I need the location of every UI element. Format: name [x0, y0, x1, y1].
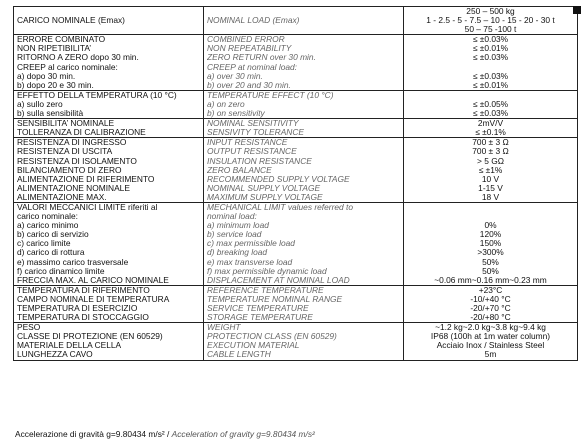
footnote-en: Acceleration of gravity g=9.80434 m/s²	[171, 429, 315, 439]
english-label: e) max transverse load	[207, 257, 293, 267]
italian-label: ALIMENTAZIONE DI RIFERIMENTO	[17, 174, 155, 184]
spec-value: >300%	[477, 248, 504, 258]
spec-section	[14, 90, 578, 118]
spec-value: ≤ ±0.01%	[472, 80, 509, 90]
english-label: b) over 20 and 30 min.	[207, 80, 291, 90]
english-label: WEIGHT	[207, 323, 241, 333]
spec-value: ≤ ±0.1%	[475, 128, 506, 138]
footnote-separator: /	[164, 429, 172, 439]
english-label: INSULATION RESISTANCE	[207, 156, 312, 166]
variant-value: ~9.4 kg	[518, 323, 546, 333]
spec-value: 10 V	[481, 174, 500, 184]
italian-label: TOLLERANZA DI CALIBRAZIONE	[17, 128, 146, 138]
italian-label: PESO	[17, 323, 41, 333]
value-cell	[404, 119, 578, 138]
english-label-cell	[204, 35, 404, 91]
italian-label: e) massimo carico trasversale	[17, 257, 129, 267]
italian-label: NON RIPETIBILITA’	[17, 44, 92, 54]
spec-value: 0%	[484, 221, 497, 231]
spec-value: 700 ± 3 Ω	[472, 147, 509, 157]
spec-value: ≤ ±0.05%	[472, 99, 509, 109]
spec-section	[14, 7, 578, 35]
english-label: b) service load	[207, 230, 262, 240]
spec-value	[407, 91, 574, 100]
italian-label: CAMPO NOMINALE DI TEMPERATURA	[17, 294, 170, 304]
italian-label: b) sulla sensibilità	[17, 109, 84, 119]
spec-value: 18 V	[481, 192, 500, 202]
english-label-cell	[204, 285, 404, 322]
english-label-cell	[204, 119, 404, 138]
spec-section	[14, 119, 578, 138]
english-label: d) breaking load	[207, 248, 268, 258]
spec-value: > 5 GΩ	[477, 156, 504, 166]
english-label-cell	[204, 202, 404, 285]
english-label: NOMINAL SUPPLY VOLTAGE	[207, 183, 321, 193]
italian-label: d) carico di rottura	[17, 248, 85, 258]
english-label-cell	[204, 138, 404, 203]
english-label: b) on sensitivity	[207, 109, 265, 119]
spec-value: 5m	[484, 350, 497, 360]
variant-value: ~0.16 mm	[471, 275, 510, 285]
value-cell	[404, 35, 578, 91]
english-label: ZERO BALANCE	[207, 165, 272, 175]
english-label: SERVICE TEMPERATURE	[207, 304, 309, 313]
italian-label: RITORNO A ZERO dopo 30 min.	[17, 53, 139, 63]
spec-sheet	[13, 6, 577, 361]
multi-value-row	[407, 276, 574, 285]
italian-label-cell	[14, 90, 204, 118]
spec-value: ≤ ±1%	[478, 165, 503, 175]
spec-value: 50%	[482, 257, 499, 267]
italian-label: ALIMENTAZIONE MAX.	[17, 192, 107, 202]
english-label: a) minimum load	[207, 221, 269, 231]
spec-section	[14, 202, 578, 285]
variant-value: ~1.2 kg	[435, 323, 463, 333]
spec-table	[13, 6, 578, 361]
value-cell	[404, 202, 578, 285]
english-label: COMBINED ERROR	[207, 35, 285, 45]
corner-mark	[573, 6, 581, 14]
italian-label-cell	[14, 285, 204, 322]
value-cell	[404, 323, 578, 360]
spec-value: IP68 (100h at 1m water column)	[430, 332, 551, 342]
italian-label: ERRORE COMBINATO	[17, 35, 106, 45]
italian-label: b) carico di servizio	[17, 230, 89, 240]
spec-section	[14, 35, 578, 91]
value-cell	[404, 90, 578, 118]
variant-value: ~2.0 kg	[462, 323, 491, 333]
italian-label-cell	[14, 7, 204, 35]
spec-value: 150%	[479, 239, 502, 249]
italian-label-cell	[14, 138, 204, 203]
english-label: NON REPEATABILITY	[207, 44, 292, 54]
italian-label: CARICO NOMINALE (Emax)	[17, 16, 125, 26]
spec-value: 50 – 75 -100 t	[464, 25, 517, 35]
italian-label: c) carico limite	[17, 239, 71, 249]
italian-label: CLASSE DI PROTEZIONE (EN 60529)	[17, 332, 163, 342]
spec-value: 1-15 V	[478, 183, 503, 193]
english-label-cell	[204, 323, 404, 360]
italian-label: EFFETTO DELLA TEMPERATURA (10 °C)	[17, 90, 177, 100]
english-label: nominal load:	[207, 212, 257, 222]
english-label: a) over 30 min.	[207, 71, 263, 81]
italian-label: RESISTENZA DI ISOLAMENTO	[17, 156, 137, 166]
italian-label: f) carico dinamico limite	[17, 266, 105, 276]
italian-label: a) carico minimo	[17, 221, 79, 231]
spec-value: -10/+40 °C	[470, 294, 511, 304]
english-label: SENSIVITY TOLERANCE	[207, 128, 304, 138]
value-cell	[404, 7, 578, 35]
spec-value: 1 - 2.5 - 5 - 7.5 – 10 - 15 - 20 - 30 t	[426, 16, 555, 26]
spec-value: Acciaio Inox / Stainless Steel	[436, 341, 545, 351]
value-cell	[404, 285, 578, 322]
english-label: a) on zero	[207, 99, 245, 109]
italian-label: MATERIALE DELLA CELLA	[17, 341, 122, 351]
italian-label: RESISTENZA DI USCITA	[17, 147, 113, 157]
english-label: MECHANICAL LIMIT values referred to	[207, 202, 353, 212]
spec-value: 2mV/V	[477, 119, 504, 129]
english-label: CABLE LENGTH	[207, 350, 271, 360]
spec-value: ≤ ±0.03%	[472, 35, 509, 45]
multi-value-row	[407, 323, 574, 332]
english-label: STORAGE TEMPERATURE	[207, 313, 313, 323]
variant-value: ~0.06 mm	[434, 275, 472, 285]
spec-value: 250 – 500 kg	[466, 7, 515, 16]
italian-label: ALIMENTAZIONE NOMINALE	[17, 183, 130, 193]
italian-label: TEMPERATURA DI ESERCIZIO	[17, 304, 138, 313]
variant-value: ~3.8 kg	[490, 323, 519, 333]
spec-value: 50%	[482, 266, 499, 276]
english-label-cell	[204, 7, 404, 35]
spec-value	[407, 203, 574, 212]
italian-label: b) dopo 20 e 30 min.	[17, 80, 94, 90]
spec-section	[14, 323, 578, 360]
english-label-cell	[204, 90, 404, 118]
spec-value: ≤ ±0.01%	[472, 44, 509, 54]
english-label: CREEP at nominal load:	[207, 62, 297, 72]
english-label: PROTECTION CLASS (EN 60529)	[207, 332, 337, 342]
italian-label: RESISTENZA DI INGRESSO	[17, 138, 127, 148]
english-label: DISPLACEMENT AT NOMINAL LOAD	[207, 275, 350, 285]
italian-label: carico nominale:	[17, 212, 78, 222]
spec-section	[14, 285, 578, 322]
spec-value: ≤ ±0.03%	[472, 53, 509, 63]
italian-label: TEMPERATURA DI RIFERIMENTO	[17, 285, 150, 295]
italian-label-cell	[14, 202, 204, 285]
spec-value	[407, 63, 574, 72]
english-label: MAXIMUM SUPPLY VOLTAGE	[207, 192, 323, 202]
variant-value: ~0.23 mm	[509, 275, 547, 285]
english-label: REFERENCE TEMPERATURE	[207, 285, 324, 295]
italian-label: FRECCIA MAX. AL CARICO NOMINALE	[17, 275, 169, 285]
italian-label: CREEP al carico nominale:	[17, 62, 118, 72]
english-label: c) max permissible load	[207, 239, 295, 249]
gravity-footnote	[15, 429, 315, 439]
italian-label-cell	[14, 35, 204, 91]
english-label: NOMINAL SENSITIVITY	[207, 119, 299, 129]
italian-label-cell	[14, 119, 204, 138]
english-label: RECOMMENDED SUPPLY VOLTAGE	[207, 174, 350, 184]
italian-label: VALORI MECCANICI LIMITE riferiti al	[17, 202, 158, 212]
spec-section	[14, 138, 578, 203]
spec-value: 120%	[479, 230, 502, 240]
italian-label: a) dopo 30 min.	[17, 71, 76, 81]
english-label: TEMPERATURE EFFECT (10 °C)	[207, 90, 334, 100]
english-label: INPUT RESISTANCE	[207, 138, 288, 148]
spec-value: ≤ ±0.03%	[472, 109, 509, 119]
english-label: ZERO RETURN over 30 min.	[207, 53, 316, 63]
italian-label: SENSIBILITA’ NOMINALE	[17, 119, 115, 129]
italian-label: BILANCIAMENTO DI ZERO	[17, 165, 122, 175]
footnote-it: Accelerazione di gravità g=9.80434 m/s²	[15, 429, 165, 439]
english-label: NOMINAL LOAD (Emax)	[207, 16, 300, 26]
value-cell	[404, 138, 578, 203]
spec-value: 700 ± 3 Ω	[472, 138, 509, 148]
italian-label: TEMPERATURA DI STOCCAGGIO	[17, 313, 149, 323]
italian-label-cell	[14, 323, 204, 360]
english-label: TEMPERATURE NOMINAL RANGE	[207, 294, 343, 304]
spec-value: -20/+70 °C	[470, 304, 511, 313]
italian-label: a) sullo zero	[17, 99, 63, 109]
english-label: EXECUTION MATERIAL	[207, 341, 300, 351]
spec-value: ≤ ±0.03%	[472, 71, 509, 81]
italian-label: LUNGHEZZA CAVO	[17, 350, 93, 360]
spec-value: +23°C	[478, 285, 503, 295]
spec-value: -20/+80 °C	[470, 313, 511, 323]
english-label: OUTPUT RESISTANCE	[207, 147, 297, 157]
spec-value	[407, 212, 574, 221]
english-label: f) max permissible dynamic load	[207, 266, 327, 276]
